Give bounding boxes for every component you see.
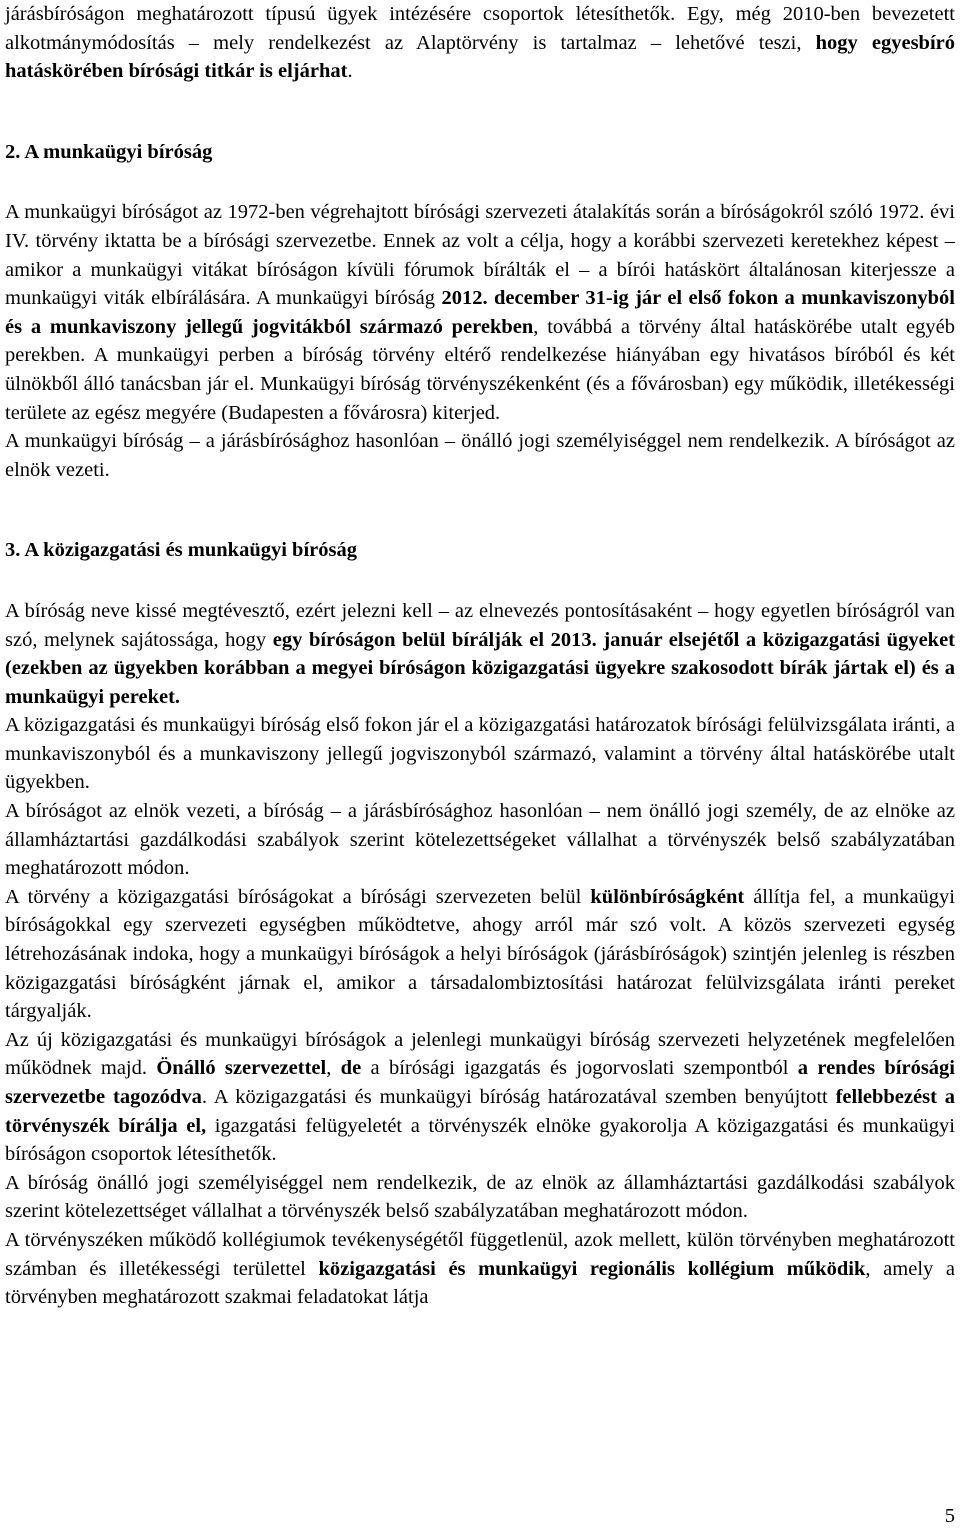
section-3-p5-bold-4: fellebbezést a törvényszék bírálja el,	[5, 1086, 956, 1137]
section-3-p1-text-1: A bíróság neve kissé megtévesztő, ezért jelezni kell – az elnevezés pontosításaként – hogy egyetlen bíróságról van szó, melynek sajátossága, hogy	[5, 599, 955, 651]
intro-paragraph	[5, 0, 955, 86]
section-3-paragraph-2: A közigazgatási és munkaügyi bíróság első fokon jár el a közigazgatási határozatok bírósági felülvizsgálata iránti, a munkaviszonyból és a munkaviszony jellegű jogviszonyból származó, valamint a törvény által hatáskörébe utalt ügyekben.	[5, 714, 955, 794]
section-3-p5-bold-2: de	[340, 1057, 362, 1080]
section-3-p5-bold-3: a rendes bírósági szervezetbe tagozódva	[5, 1057, 956, 1108]
section-2-heading: 2. A munkaügyi bíróság	[5, 140, 213, 163]
section-3-p7-text-2: , amely a törvényben meghatározott szakmai feladatokat látja	[5, 1257, 955, 1309]
section-3-p5-bold-1: Önálló szervezettel	[156, 1057, 327, 1080]
section-3-paragraph-5	[5, 1026, 955, 1169]
page-number: 5	[944, 1505, 955, 1527]
section-3-p7-text-1: A törvényszéken működő kollégiumok tevékenységétől függetlenül, azok mellett, külön törvényben meghatározott számban és illetékességi területtel	[5, 1228, 955, 1280]
section-3-p1-bold-1: egy bíróságon belül bírálják el 2013. január elsejétől a közigazgatási ügyeket (ezekben az ügyekben korábban a megyei bíróságon közigazgatási ügyekre szakosodott bírák jártak el) és a munkaügyi pereket.	[5, 628, 955, 708]
section-2-p1-text-2: , továbbá a törvény által hatáskörébe utalt egyéb perekben. A munkaügyi perben a bíróság törvény eltérő rendelkezése hiányában egy hivatásos bíróból és két ülnökből álló tanácsban jár el. Munkaügyi bíróság törvényszékenként (és a fővárosban) egy működik, illetékességi területe az egész megyére (Budapesten a fővárosra) kiterjed.	[5, 315, 955, 424]
section-2-p1-text-1: A munkaügyi bíróságot az 1972-ben végrehajtott bírósági szervezeti átalakítás során a bíróságokról szóló 1972. évi IV. törvény iktatta be a bírósági szervezetbe. Ennek az volt a célja, hogy a korábbi szervezeti keretekhez képest – amikor a munkaügyi vitákat bíróságon kívüli fórumok bírálták el – a bírói hatáskört általánosan kiterjessze a munkaügyi viták elbírálására. A munkaügyi bíróság	[5, 201, 955, 310]
section-3-p5-text-3: a bírósági igazgatás és jogorvoslati szempontból	[361, 1057, 798, 1080]
intro-text-1: járásbíróságon meghatározott típusú ügyek intézésére csoportok létesíthetők. Egy, még 2010-ben bevezetett alkotmánymódosítás – mely rendelkezést az Alaptörvény is tartalmaz – lehetővé teszi,	[5, 3, 955, 54]
section-3-paragraph-3: A bíróságot az elnök vezeti, a bíróság – a járásbírósághoz hasonlóan – nem önálló jogi személy, de az elnöke az államháztartási gazdálkodási szabályok szerint kötelezettségeket vállalhat a törvényszék belső szabályzatában meghatározott módon.	[5, 800, 955, 880]
section-3-p5-text-2: ,	[326, 1057, 341, 1080]
section-3-paragraph-1	[5, 597, 955, 711]
intro-text-2: .	[347, 60, 353, 83]
section-3-paragraph-4	[5, 883, 955, 1026]
section-3-p4-text-1: A törvény a közigazgatási bíróságokat a bírósági szervezeten belül	[5, 885, 591, 908]
section-2-paragraph-1	[5, 198, 955, 427]
intro-bold-1: hogy egyesbíró hatáskörében bírósági titkár is eljárhat	[5, 31, 955, 83]
document-page	[5, 0, 955, 1312]
section-3-p5-text-4: . A közigazgatási és munkaügyi bíróság határozatával szemben benyújtott	[201, 1086, 836, 1108]
section-3-p7-bold-1: közigazgatási és munkaügyi regionális kollégium működik	[318, 1257, 866, 1280]
section-2-p1-bold-1: 2012. december 31-ig jár el első fokon a munkaviszonyból és a munkaviszony jellegű jogvitákból származó perekben	[5, 287, 955, 338]
section-3-p5-text-5: igazgatási felügyeletét a törvényszék elnöke gyakorolja A közigazgatási és munkaügyi bíróságon csoportok létesíthetők.	[5, 1114, 956, 1166]
section-3-p5-text-1: Az új közigazgatási és munkaügyi bíróságok a jelenlegi munkaügyi bíróság szervezeti helyzetének megfelelően működnek majd.	[5, 1028, 955, 1080]
section-3-p4-text-2: állítja fel, a munkaügyi bíróságokkal egy szervezeti egységben működtetve, ahogy arról már szó volt. A közös szervezeti egység létrehozásának indoka, hogy a munkaügyi bíróságok a helyi bíróságok (járásbíróságok) szintjén jelenleg is részben közigazgatási bíróságként járnak el, amikor a társadalombiztosítási határozat felülvizsgálata iránti pereket tárgyalják.	[5, 885, 955, 1023]
section-3-heading: 3. A közigazgatási és munkaügyi bíróság	[5, 539, 357, 562]
section-2-paragraph-2: A munkaügyi bíróság – a járásbírósághoz hasonlóan – önálló jogi személyiséggel nem rendelkezik. A bíróságot az elnök vezeti.	[5, 430, 955, 481]
section-3-p4-bold-1: különbíróságként	[590, 885, 745, 908]
section-3-paragraph-7	[5, 1226, 955, 1312]
section-3-paragraph-6: A bíróság önálló jogi személyiséggel nem rendelkezik, de az elnök az államháztartási gazdálkodási szabályok szerint kötelezettséget vállalhat a törvényszék belső szabályzatában meghatározott módon.	[5, 1171, 955, 1223]
